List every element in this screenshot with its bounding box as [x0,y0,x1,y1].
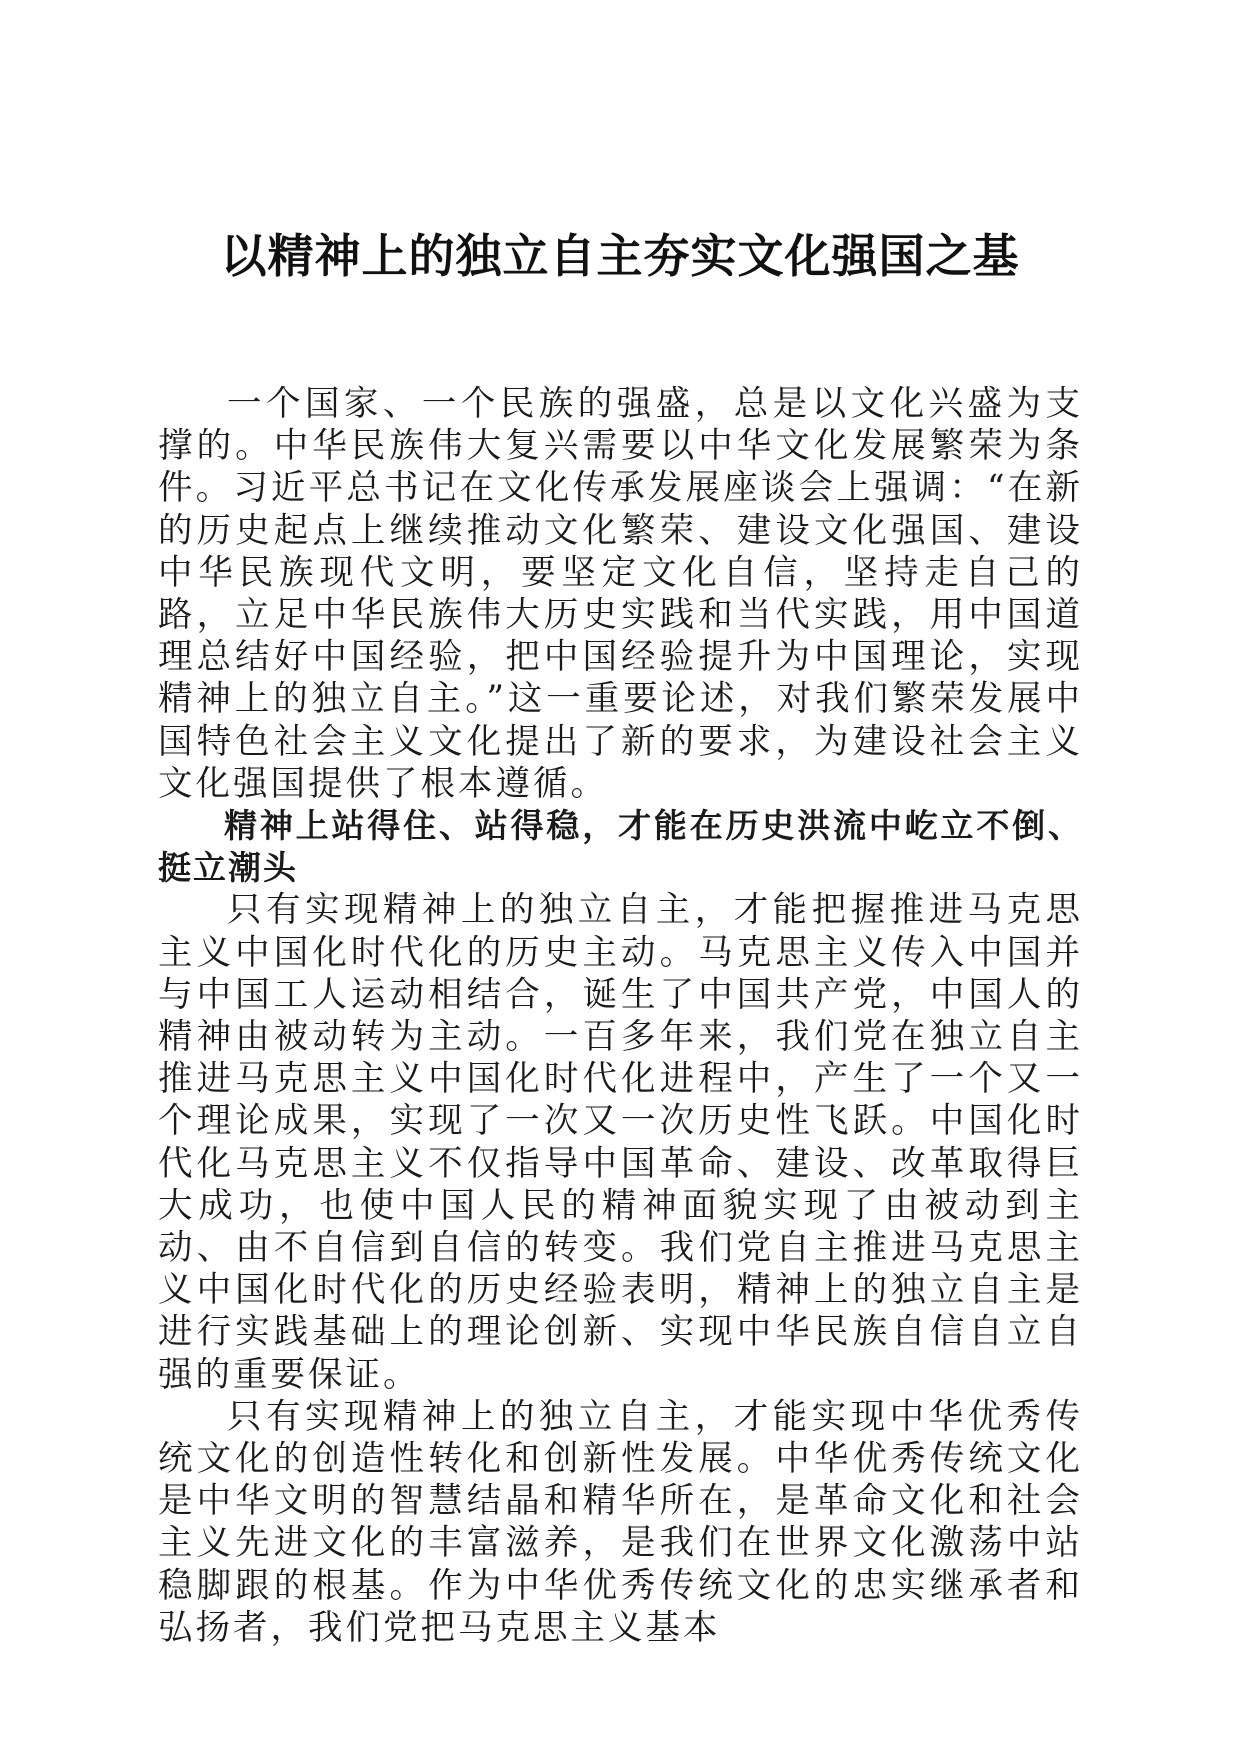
body-paragraph: 只有实现精神上的独立自主，才能实现中华优秀传统文化的创造性转化和创新性发展。中华优秀传统文化是中华文明的智慧结晶和精华所在，是革命文化和社会主义先进文化的丰富滋养，是我们在世界文化激荡中站稳脚跟的根基。作为中华优秀传统文化的忠实继承者和弘扬者，我们党把马克思主义基本 [158,1396,1083,1648]
document-title: 以精神上的独立自主夯实文化强国之基 [220,229,1020,283]
body-paragraph: 一个国家、一个民族的强盛，总是以文化兴盛为支撑的。中华民族伟大复兴需要以中华文化发展繁荣为条件。习近平总书记在文化传承发展座谈会上强调：“在新的历史起点上继续推动文化繁荣、建设文化强国、建设中华民族现代文明，要坚定文化自信，坚持走自己的路，立足中华民族伟大历史实践和当代实践，用中国道理总结好中国经验，把中国经验提升为中国理论，实现精神上的独立自主。”这一重要论述，对我们繁荣发展中国特色社会主义文化提出了新的要求，为建设社会主义文化强国提供了根本遵循。 [158,384,1083,804]
document-body [158,383,1083,1649]
body-paragraph: 只有实现精神上的独立自主，才能把握推进马克思主义中国化时代化的历史主动。马克思主义传入中国并与中国工人运动相结合，诞生了中国共产党，中国人的精神由被动转为主动。一百多年来，我们党在独立自主推进马克思主义中国化时代化进程中，产生了一个又一个理论成果，实现了一次又一次历史性飞跃。中国化时代化马克思主义不仅指导中国革命、建设、改革取得巨大成功，也使中国人民的精神面貌实现了由被动到主动、由不自信到自信的转变。我们党自主推进马克思主义中国化时代化的历史经验表明，精神上的独立自主是进行实践基础上的理论创新、实现中华民族自信自立自强的重要保证。 [158,890,1083,1395]
section-heading: 精神上站得住、站得稳，才能在历史洪流中屹立不倒、挺立潮头 [158,806,1083,888]
